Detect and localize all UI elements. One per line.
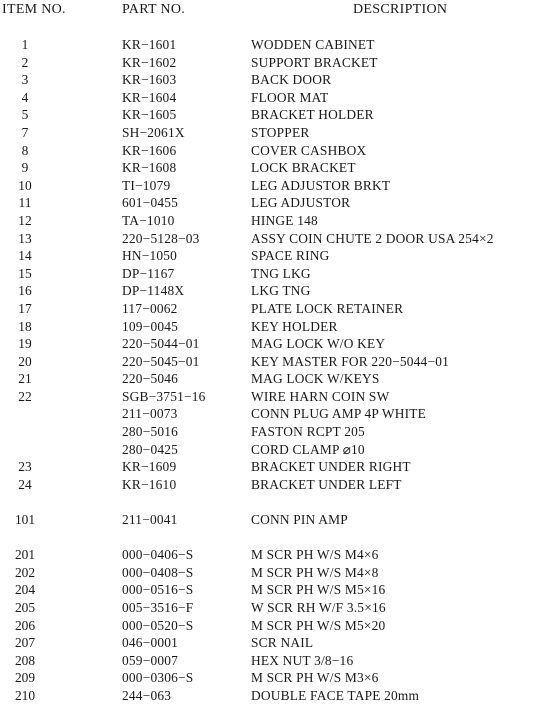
part-number: TI−1079 <box>122 177 171 193</box>
table-row <box>0 106 546 124</box>
part-number: 059−0007 <box>122 652 179 668</box>
item-number: 201 <box>14 547 36 563</box>
item-number: 5 <box>21 107 29 123</box>
item-number: 210 <box>14 687 36 703</box>
item-number: 22 <box>18 388 32 404</box>
table-row <box>0 230 546 248</box>
item-number: 14 <box>18 248 32 264</box>
item-number: 7 <box>21 124 29 140</box>
item-number: 11 <box>18 195 32 211</box>
part-number: 220−5045−01 <box>122 353 200 369</box>
table-row <box>0 177 546 195</box>
part-description: HINGE 148 <box>251 212 318 228</box>
table-row <box>0 458 546 476</box>
part-description: STOPPER <box>251 124 310 140</box>
part-description: BRACKET UNDER LEFT <box>251 476 402 492</box>
item-number: 206 <box>14 617 36 633</box>
part-number: 220−5046 <box>122 371 179 387</box>
parts-table-body <box>0 36 546 705</box>
item-number: 13 <box>18 230 32 246</box>
part-description: SCR NAIL <box>251 635 314 651</box>
item-number: 205 <box>14 600 36 615</box>
part-number: TA−1010 <box>122 212 175 228</box>
item-number: 17 <box>18 300 32 316</box>
part-number: KR−1605 <box>122 107 177 123</box>
part-description: LOCK BRACKET <box>251 160 356 176</box>
item-number: 1 <box>21 37 29 52</box>
part-number: DP−1148X <box>122 283 185 299</box>
part-description: MAG LOCK W/O KEY <box>251 336 386 352</box>
part-number: 000−0408−S <box>122 564 194 580</box>
item-number: 23 <box>18 459 32 475</box>
part-number: 000−0520−S <box>122 617 194 633</box>
item-number: 4 <box>21 89 29 105</box>
item-number: 3 <box>21 72 29 88</box>
part-description: LEG ADJUSTOR <box>251 195 351 211</box>
part-description: M SCR PH W/S M3×6 <box>251 670 379 686</box>
table-row <box>0 687 546 705</box>
item-number: 15 <box>18 265 32 281</box>
part-number: KR−1604 <box>122 89 177 105</box>
item-number: 101 <box>14 512 36 528</box>
table-row <box>0 599 546 617</box>
part-number: KR−1603 <box>122 72 177 88</box>
part-number: HN−1050 <box>122 248 178 264</box>
part-number: KR−1610 <box>122 476 177 492</box>
part-description: CONN PLUG AMP 4P WHITE <box>251 406 427 422</box>
part-number: 601−0455 <box>122 195 179 211</box>
table-row <box>0 652 546 670</box>
table-row <box>0 300 546 318</box>
item-number: 16 <box>18 283 32 299</box>
table-row <box>0 265 546 283</box>
part-number: 211−0041 <box>122 512 178 528</box>
part-description: M SCR PH W/S M5×16 <box>251 582 386 598</box>
table-row <box>0 669 546 687</box>
part-number: 000−0406−S <box>122 547 194 563</box>
table-row <box>0 212 546 230</box>
table-row <box>0 388 546 406</box>
part-description: MAG LOCK W/KEYS <box>251 371 380 387</box>
part-number: 244−063 <box>122 687 172 703</box>
part-description: BACK DOOR <box>251 72 332 88</box>
part-description: FLOOR MAT <box>251 89 329 105</box>
table-row <box>0 247 546 265</box>
item-number: 209 <box>14 670 36 686</box>
part-number: DP−1167 <box>122 265 175 281</box>
item-no-header: ITEM NO. <box>2 2 66 17</box>
table-row <box>0 282 546 300</box>
part-number: 109−0045 <box>122 318 179 334</box>
table-row <box>0 335 546 353</box>
part-description: TNG LKG <box>251 265 311 281</box>
part-number: KR−1609 <box>122 459 177 475</box>
table-row <box>0 634 546 652</box>
part-number: 211−0073 <box>122 406 178 422</box>
part-number: 280−5016 <box>122 424 179 440</box>
part-description: M SCR PH W/S M5×20 <box>251 617 386 633</box>
table-row <box>0 529 546 564</box>
item-number: 20 <box>18 353 32 369</box>
item-number: 24 <box>18 476 32 492</box>
part-description: LEG ADJUSTOR BRKT <box>251 177 391 193</box>
part-number: 220−5044−01 <box>122 336 200 352</box>
part-description: M SCR PH W/S M4×8 <box>251 564 379 580</box>
part-no-header: PART NO. <box>122 2 186 17</box>
table-row <box>0 370 546 388</box>
table-row <box>0 142 546 160</box>
item-number: 2 <box>21 54 29 70</box>
part-number: 117−0062 <box>122 300 178 316</box>
part-description: COVER CASHBOX <box>251 142 367 158</box>
table-row <box>0 318 546 336</box>
part-description: SUPPORT BRACKET <box>251 54 378 70</box>
part-number: SH−2061X <box>122 124 185 140</box>
item-number: 10 <box>18 177 32 193</box>
part-description: SPACE RING <box>251 248 330 264</box>
table-row <box>0 423 546 441</box>
part-description: CORD CLAMP ⌀10 <box>251 441 365 457</box>
table-row <box>0 54 546 72</box>
part-description: ASSY COIN CHUTE 2 DOOR USA 254×2 <box>251 230 494 246</box>
item-number: 9 <box>21 160 29 176</box>
part-number: KR−1601 <box>122 37 177 52</box>
item-number: 19 <box>18 336 32 352</box>
table-row <box>0 89 546 107</box>
part-description: DOUBLE FACE TAPE 20mm <box>251 687 420 703</box>
table-row <box>0 124 546 142</box>
part-number: 000−0516−S <box>122 582 194 598</box>
part-description: LKG TNG <box>251 283 311 299</box>
table-row <box>0 617 546 635</box>
part-description: BRACKET HOLDER <box>251 107 374 123</box>
table-row <box>0 159 546 177</box>
part-description: FASTON RCPT 205 <box>251 424 365 440</box>
part-description: PLATE LOCK RETAINER <box>251 300 404 316</box>
table-row <box>0 353 546 371</box>
item-number: 18 <box>18 318 32 334</box>
part-number: 220−5128−03 <box>122 230 200 246</box>
table-row <box>0 564 546 582</box>
part-number: 280−0425 <box>122 441 179 457</box>
item-number: 21 <box>18 371 32 387</box>
table-row <box>0 476 546 494</box>
part-description: KEY HOLDER <box>251 318 338 334</box>
table-row <box>0 493 546 528</box>
description-header: DESCRIPTION <box>353 2 448 17</box>
part-number: KR−1608 <box>122 160 177 176</box>
part-description: WIRE HARN COIN SW <box>251 388 390 404</box>
item-number: 12 <box>18 212 32 228</box>
table-row <box>0 36 546 54</box>
item-number: 8 <box>21 142 29 158</box>
table-row <box>0 405 546 423</box>
part-description: KEY MASTER FOR 220−5044−01 <box>251 353 449 369</box>
item-number: 207 <box>14 635 36 651</box>
table-row <box>0 71 546 89</box>
part-description: HEX NUT 3/8−16 <box>251 652 354 668</box>
part-number: 046−0001 <box>122 635 179 651</box>
part-description: M SCR PH W/S M4×6 <box>251 547 379 563</box>
part-number: 000−0306−S <box>122 670 194 686</box>
item-number: 202 <box>14 564 36 580</box>
part-description: CONN PIN AMP <box>251 512 348 528</box>
part-number: KR−1606 <box>122 142 177 158</box>
part-number: SGB−3751−16 <box>122 388 206 404</box>
part-description: WODDEN CABINET <box>251 37 375 52</box>
table-row <box>0 581 546 599</box>
part-description: BRACKET UNDER RIGHT <box>251 459 411 475</box>
part-number: KR−1602 <box>122 54 177 70</box>
part-description: W SCR RH W/F 3.5×16 <box>251 600 386 615</box>
table-row <box>0 194 546 212</box>
item-number: 208 <box>14 652 36 668</box>
part-number: 005−3516−F <box>122 600 194 615</box>
item-number: 204 <box>14 582 36 598</box>
table-row <box>0 441 546 459</box>
